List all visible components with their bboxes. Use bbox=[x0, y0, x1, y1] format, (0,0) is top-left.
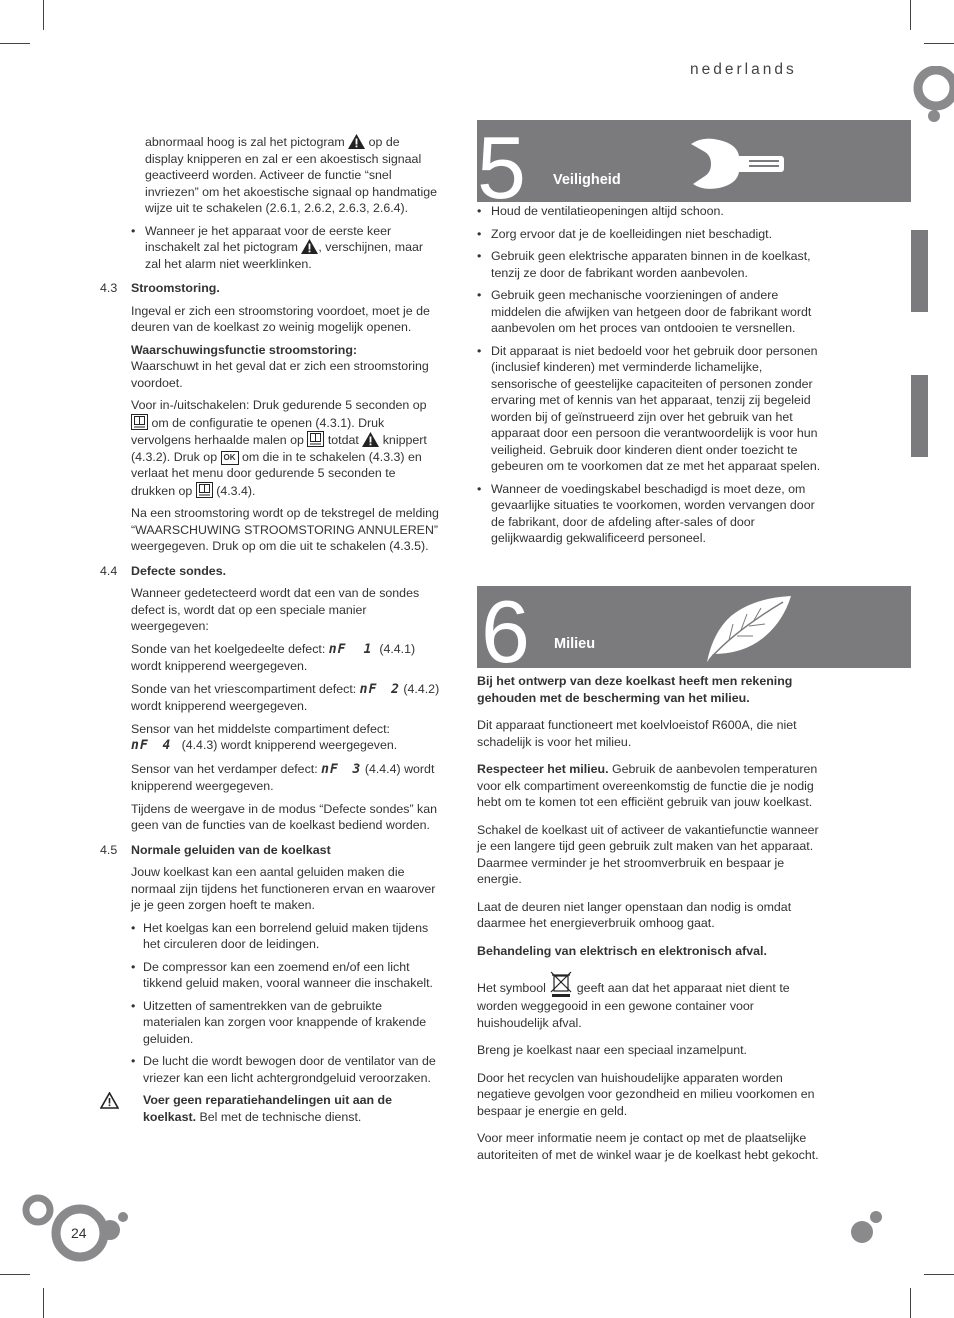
probe-code: nF bbox=[321, 761, 339, 777]
subheading: Behandeling van elektrisch en elektronisch afval. bbox=[477, 943, 767, 958]
warning-triangle-icon bbox=[301, 239, 318, 254]
section-title: Defecte sondes. bbox=[131, 563, 227, 578]
list-item: • Houd de ventilatieopeningen altijd schoon. bbox=[477, 203, 827, 220]
paragraph: Sonde van het vriescompartiment defect: nF 2 (4.4.2) wordt knipperend weergegeven. bbox=[131, 681, 440, 713]
paragraph: Schakel de koelkast uit of activeer de vakantiefunctie wanneer je een langere tijd geen gebruik zult maken van het apparaat. Daarmee verminder je het stroomverbruik en bespaar je energie. bbox=[477, 822, 819, 886]
section-4-3 bbox=[100, 280, 440, 555]
list-item: • Wanneer de voedingskabel beschadigd is moet deze, om gevaarlijke situaties te voorkomen, worden vervangen door de fabrikant, door de afdeling after-sales of door gelijkwaardig gekwalificeerd personeel. bbox=[477, 481, 827, 547]
paragraph: Door het recyclen van huishoudelijke apparaten worden negatieve gevolgen voor gezondheid en milieu voorkomen en bespaar je energie en geld. bbox=[477, 1070, 815, 1118]
paragraph: Het symbool geeft aan dat het apparaat niet dient te worden weggegooid in een gewone container voor huishoudelijk afval. bbox=[477, 970, 827, 1031]
language-label: nederlands bbox=[690, 61, 797, 78]
paragraph: Sensor van het middelste compartiment defect: nF 4 (4.4.3) wordt knipperend weergegeven. bbox=[131, 721, 398, 753]
paragraph: Voor in-/uitschakelen: Druk gedurende 5 seconden op om de configuratie te openen (4.3.1). Druk vervolgens herhaalde malen op totdat knippert (4.3.2). Druk op OK om die in te schakelen (4.3.3) en verlaat het menu door gedurende 5 seconden te drukken op (4.3.4). bbox=[131, 398, 427, 498]
paragraph: Tijdens de weergave in de modus “Defecte sondes” kan geen van de functies van de koelkast bediend worden. bbox=[131, 801, 438, 832]
crop-mark bbox=[43, 1288, 44, 1318]
crop-mark bbox=[0, 1274, 30, 1275]
crop-mark bbox=[0, 43, 30, 44]
list-item: • De compressor kan een zoemend en/of een licht tikkend geluid maken, vooral wanneer die inschakelt. bbox=[131, 959, 440, 992]
list-item: • Gebruik geen mechanische voorzieningen of andere middelen die afwijken van hetgeen door de fabrikant wordt aanbevolen om het proces van ontdooien te versnellen. bbox=[477, 287, 827, 337]
weee-bin-icon bbox=[549, 970, 573, 998]
safety-list bbox=[477, 203, 827, 553]
probe-number: 2 bbox=[391, 681, 400, 697]
probe-number: 3 bbox=[352, 761, 362, 777]
intro-paragraph: abnormaal hoog is zal het pictogram op de display knipperen en zal er een akoestisch signaal geactiveerd worden. Activeer de functie “snel invriezen” om het akoestische signaal op handmatige wijze uit te schakelen (2.6.1, 2.6.2, 2.6.3, 2.6.4). bbox=[145, 135, 438, 215]
probe-code: nF bbox=[359, 681, 378, 697]
list-item: • Zorg ervoor dat je de koelleidingen niet beschadigt. bbox=[477, 226, 827, 243]
paragraph: Jouw koelkast kan een aantal geluiden maken die normaal zijn tijdens het functioneren ervan en waarover je je geen zorgen hoeft te maken. bbox=[131, 865, 436, 912]
paragraph: Breng je koelkast naar een speciaal inzamelpunt. bbox=[477, 1043, 748, 1057]
list-item: • De lucht die wordt bewogen door de ventilator van de vriezer kan een licht achtergrondgeluid veroorzaken. bbox=[131, 1053, 440, 1086]
crop-mark bbox=[910, 1288, 911, 1318]
warning-triangle-icon bbox=[362, 432, 379, 447]
crop-mark bbox=[924, 1274, 954, 1275]
list-item: • Uitzetten of samentrekken van de gebruikte materialen kan zorgen voor knappende of krakende geluiden. bbox=[131, 998, 440, 1048]
paragraph: Wanneer gedetecteerd wordt dat een van de sondes defect is, wordt dat op een speciale manier weergegeven: bbox=[131, 586, 420, 633]
crop-mark bbox=[910, 0, 911, 30]
list-item: • Het koelgas kan een borrelend geluid maken tijdens het circuleren door de leidingen. bbox=[131, 920, 440, 953]
section-number: 5 bbox=[477, 118, 526, 217]
section-number: 6 bbox=[481, 582, 530, 681]
leaf-icon bbox=[703, 592, 795, 664]
crop-mark bbox=[924, 43, 954, 44]
page-number: 24 bbox=[71, 1225, 87, 1241]
probe-code: nF bbox=[131, 738, 149, 753]
warning-triangle-icon bbox=[100, 1092, 119, 1109]
section-6-header bbox=[477, 582, 911, 681]
environment-text bbox=[477, 673, 827, 1163]
section-title: Veiligheid bbox=[553, 172, 621, 188]
probe-number: 4 bbox=[162, 738, 172, 753]
probe-number: 1 bbox=[363, 641, 373, 657]
menu-button-icon bbox=[196, 482, 213, 498]
repair-warning: Voer geen reparatiehandelingen uit aan de koelkast. Bel met de technische dienst. bbox=[100, 1092, 440, 1125]
section-number: 4.5 bbox=[100, 842, 118, 857]
side-tab bbox=[911, 230, 928, 312]
side-tab bbox=[911, 375, 928, 457]
section-title: Stroomstoring. bbox=[131, 281, 220, 295]
paragraph: Na een stroomstoring wordt op de tekstregel de melding “WAARSCHUWING STROOMSTORING ANNULEREN” weergegeven. Druk op om die uit te schakelen (4.3.5). bbox=[131, 506, 439, 553]
list-item: • Wanneer je het apparaat voor de eerste keer inschakelt zal het pictogram , verschijnen, maar zal het alarm niet weerklinken. bbox=[131, 223, 440, 273]
paragraph: Sonde van het koelgedeelte defect: nF 1 (4.4.1) wordt knipperend weergegeven. bbox=[131, 641, 416, 673]
paragraph: Waarschuwt in het geval dat er zich een stroomstoring voordoet. bbox=[131, 359, 429, 390]
ok-button-icon: OK bbox=[221, 451, 239, 465]
paragraph: Bij het ontwerp van deze koelkast heeft men rekening gehouden met de bescherming van het milieu. bbox=[477, 674, 793, 705]
section-title: Milieu bbox=[554, 636, 596, 652]
list-item: • Dit apparaat is niet bedoeld voor het gebruik door personen (inclusief kinderen) met verminderde lichamelijke, sensorische of geestelijke capaciteiten of personen zonder ervaring met of kennis van het apparaat, tenzij zij begeleid worden bij of geïnstrueerd zijn over het gebruik van het apparaat door een persoon die verantwoordelijk is voor hun veiligheid. Gebruik door kinderen dient onder toezicht te gebeuren om te voorkomen dat ze met het apparaat spelen. bbox=[477, 343, 827, 475]
list-item: • Gebruik geen elektrische apparaten binnen in de koelkast, tenzij ze door de fabrikant worden aanbevolen. bbox=[477, 248, 827, 281]
warning-triangle-icon bbox=[348, 134, 365, 149]
paragraph: Ingeval er zich een stroomstoring voordoet, moet je de deuren van de koelkast zo weinig mogelijk openen. bbox=[131, 303, 430, 334]
left-column bbox=[100, 134, 440, 1125]
menu-button-icon bbox=[307, 431, 324, 447]
paragraph: Respecteer het milieu. Gebruik de aanbevolen temperaturen voor elk compartiment overeenkomstig de functie die je nodig hebt om te komen tot een efficiënt gebruik van jouw koelkast. bbox=[477, 762, 818, 809]
section-4-5 bbox=[100, 842, 440, 1087]
decorative-ring-top-icon bbox=[906, 66, 954, 126]
section-title: Normale geluiden van de koelkast bbox=[131, 842, 331, 857]
paragraph: Voor meer informatie neem je contact op met de plaatselijke autoriteiten of met de winkel waar je de koelkast hebt gekocht. bbox=[477, 1131, 819, 1162]
section-number: 4.4 bbox=[100, 563, 118, 578]
paragraph: Sensor van het verdamper defect: nF 3 (4.4.4) wordt knipperend weergegeven. bbox=[131, 761, 435, 793]
probe-code: nF bbox=[328, 641, 347, 657]
crop-mark bbox=[43, 0, 44, 30]
decorative-dots-icon bbox=[848, 1208, 888, 1248]
subheading: Waarschuwingsfunctie stroomstoring: bbox=[131, 342, 358, 357]
section-number: 4.3 bbox=[100, 281, 118, 295]
menu-button-icon bbox=[131, 414, 148, 430]
wrench-icon bbox=[689, 134, 785, 192]
section-4-4 bbox=[100, 563, 440, 834]
paragraph: Dit apparaat functioneert met koelvloeistof R600A, die niet schadelijk is voor het milieu. bbox=[477, 718, 797, 749]
paragraph: Laat de deuren niet langer openstaan dan nodig is omdat daarmee het energieverbruik omhoog gaat. bbox=[477, 899, 792, 930]
